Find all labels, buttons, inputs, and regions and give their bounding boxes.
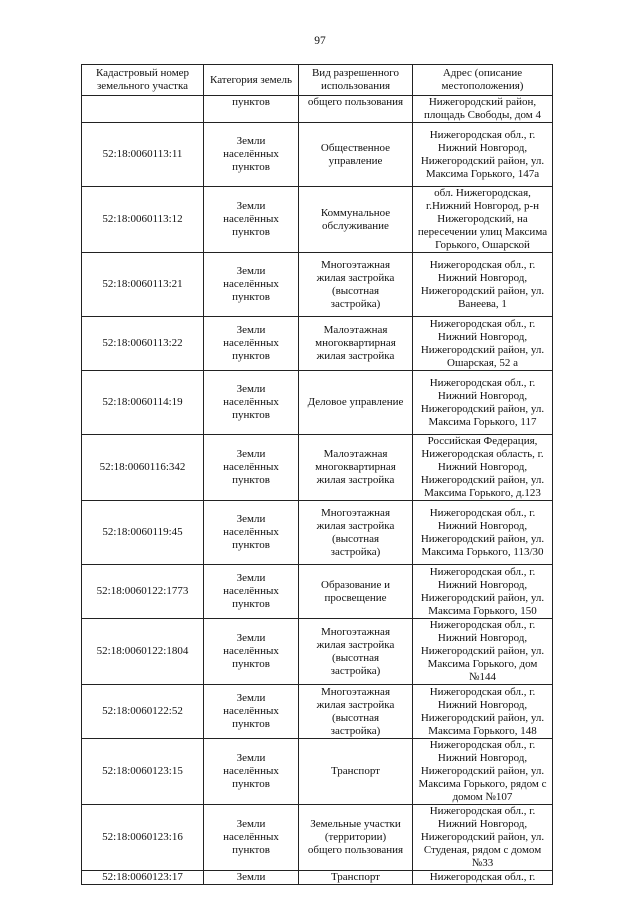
address-cell: Нижегородская обл., г. Нижний Новгород, Нижегородский район, ул. Максима Горького, дом №144 <box>413 619 553 685</box>
header-address: Адрес (описание местоположения) <box>413 65 553 96</box>
page-number: 97 <box>314 35 326 47</box>
land-category-cell: Земли населённых пунктов <box>204 501 299 565</box>
cadastral-number-cell: 52:18:0060116:342 <box>82 435 204 501</box>
cadastral-number-cell: 52:18:0060114:19 <box>82 371 204 435</box>
table-row <box>82 805 553 871</box>
permitted-use-cell: Многоэтажная жилая застройка (высотная застройка) <box>299 685 413 739</box>
permitted-use-cell: Деловое управление <box>299 371 413 435</box>
land-category-cell: Земли населённых пунктов <box>204 685 299 739</box>
permitted-use-cell: общего пользования <box>299 96 413 123</box>
address-cell: Нижегородская обл., г. Нижний Новгород, Нижегородский район, ул. Максима Горького, 148 <box>413 685 553 739</box>
address-cell: Нижегородская обл., г. <box>413 871 553 885</box>
address-cell: Нижегородская обл., г. Нижний Новгород, Нижегородский район, ул. Студеная, рядом с домом №33 <box>413 805 553 871</box>
land-category-cell: Земли населённых пунктов <box>204 565 299 619</box>
table-row <box>82 96 553 123</box>
permitted-use-cell: Многоэтажная жилая застройка (высотная застройка) <box>299 253 413 317</box>
header-permitted-use: Вид разрешенного использования <box>299 65 413 96</box>
permitted-use-cell: Транспорт <box>299 871 413 885</box>
table-row <box>82 565 553 619</box>
address-cell: обл. Нижегородская, г.Нижний Новгород, р-н Нижегородский, на пересечении улиц Максима Горького, Ошарской <box>413 187 553 253</box>
cadastral-number-cell: 52:18:0060123:16 <box>82 805 204 871</box>
table-header-row <box>82 65 553 96</box>
permitted-use-cell: Общественное управление <box>299 123 413 187</box>
address-cell: Нижегородская обл., г. Нижний Новгород, Нижегородский район, ул. Максима Горького, рядом с домом №107 <box>413 739 553 805</box>
permitted-use-cell: Коммунальное обслуживание <box>299 187 413 253</box>
cadastral-number-cell: 52:18:0060113:21 <box>82 253 204 317</box>
land-category-cell: Земли населённых пунктов <box>204 123 299 187</box>
land-category-cell: Земли населённых пунктов <box>204 435 299 501</box>
table-row <box>82 871 553 885</box>
address-cell: Нижегородский район, площадь Свободы, дом 4 <box>413 96 553 123</box>
permitted-use-cell: Малоэтажная многоквартирная жилая застройка <box>299 435 413 501</box>
land-category-cell: Земли населённых пунктов <box>204 187 299 253</box>
cadastral-number-cell: 52:18:0060122:1773 <box>82 565 204 619</box>
cadastral-number-cell: 52:18:0060123:17 <box>82 871 204 885</box>
cadastral-number-cell: 52:18:0060122:1804 <box>82 619 204 685</box>
land-category-cell: Земли населённых пунктов <box>204 253 299 317</box>
cadastral-number-cell: 52:18:0060119:45 <box>82 501 204 565</box>
cadastral-number-cell <box>82 96 204 123</box>
header-land-category: Категория земель <box>204 65 299 96</box>
table-row <box>82 501 553 565</box>
land-category-cell: Земли населённых пунктов <box>204 619 299 685</box>
land-category-cell: Земли населённых пунктов <box>204 805 299 871</box>
land-category-cell: Земли <box>204 871 299 885</box>
land-category-cell: Земли населённых пунктов <box>204 371 299 435</box>
address-cell: Нижегородская обл., г. Нижний Новгород, Нижегородский район, ул. Максима Горького, 147а <box>413 123 553 187</box>
table-row <box>82 253 553 317</box>
table-row <box>82 371 553 435</box>
address-cell: Нижегородская обл., г. Нижний Новгород, Нижегородский район, ул. Максима Горького, 117 <box>413 371 553 435</box>
address-cell: Нижегородская обл., г. Нижний Новгород, Нижегородский район, ул. Максима Горького, 150 <box>413 565 553 619</box>
cadastral-number-cell: 52:18:0060113:12 <box>82 187 204 253</box>
cadastral-number-cell: 52:18:0060122:52 <box>82 685 204 739</box>
permitted-use-cell: Образование и просвещение <box>299 565 413 619</box>
table-row <box>82 685 553 739</box>
address-cell: Нижегородская обл., г. Нижний Новгород, Нижегородский район, ул. Ошарская, 52 а <box>413 317 553 371</box>
land-category-cell: пунктов <box>204 96 299 123</box>
land-plots-table <box>81 64 553 885</box>
address-cell: Российская Федерация, Нижегородская область, г. Нижний Новгород, Нижегородский район, ул. Максима Горького, д.123 <box>413 435 553 501</box>
permitted-use-cell: Многоэтажная жилая застройка (высотная застройка) <box>299 619 413 685</box>
cadastral-number-cell: 52:18:0060123:15 <box>82 739 204 805</box>
permitted-use-cell: Земельные участки (территории) общего пользования <box>299 805 413 871</box>
cadastral-number-cell: 52:18:0060113:22 <box>82 317 204 371</box>
cadastral-number-cell: 52:18:0060113:11 <box>82 123 204 187</box>
land-category-cell: Земли населённых пунктов <box>204 317 299 371</box>
land-category-cell: Земли населённых пунктов <box>204 739 299 805</box>
table-row <box>82 619 553 685</box>
address-cell: Нижегородская обл., г. Нижний Новгород, Нижегородский район, ул. Ванеева, 1 <box>413 253 553 317</box>
table-row <box>82 435 553 501</box>
table-row <box>82 739 553 805</box>
permitted-use-cell: Транспорт <box>299 739 413 805</box>
permitted-use-cell: Малоэтажная многоквартирная жилая застройка <box>299 317 413 371</box>
table-body <box>82 96 553 885</box>
header-cadastral-number: Кадастровый номер земельного участка <box>82 65 204 96</box>
table-row <box>82 317 553 371</box>
table-row <box>82 187 553 253</box>
table-row <box>82 123 553 187</box>
permitted-use-cell: Многоэтажная жилая застройка (высотная застройка) <box>299 501 413 565</box>
address-cell: Нижегородская обл., г. Нижний Новгород, Нижегородский район, ул. Максима Горького, 113/30 <box>413 501 553 565</box>
